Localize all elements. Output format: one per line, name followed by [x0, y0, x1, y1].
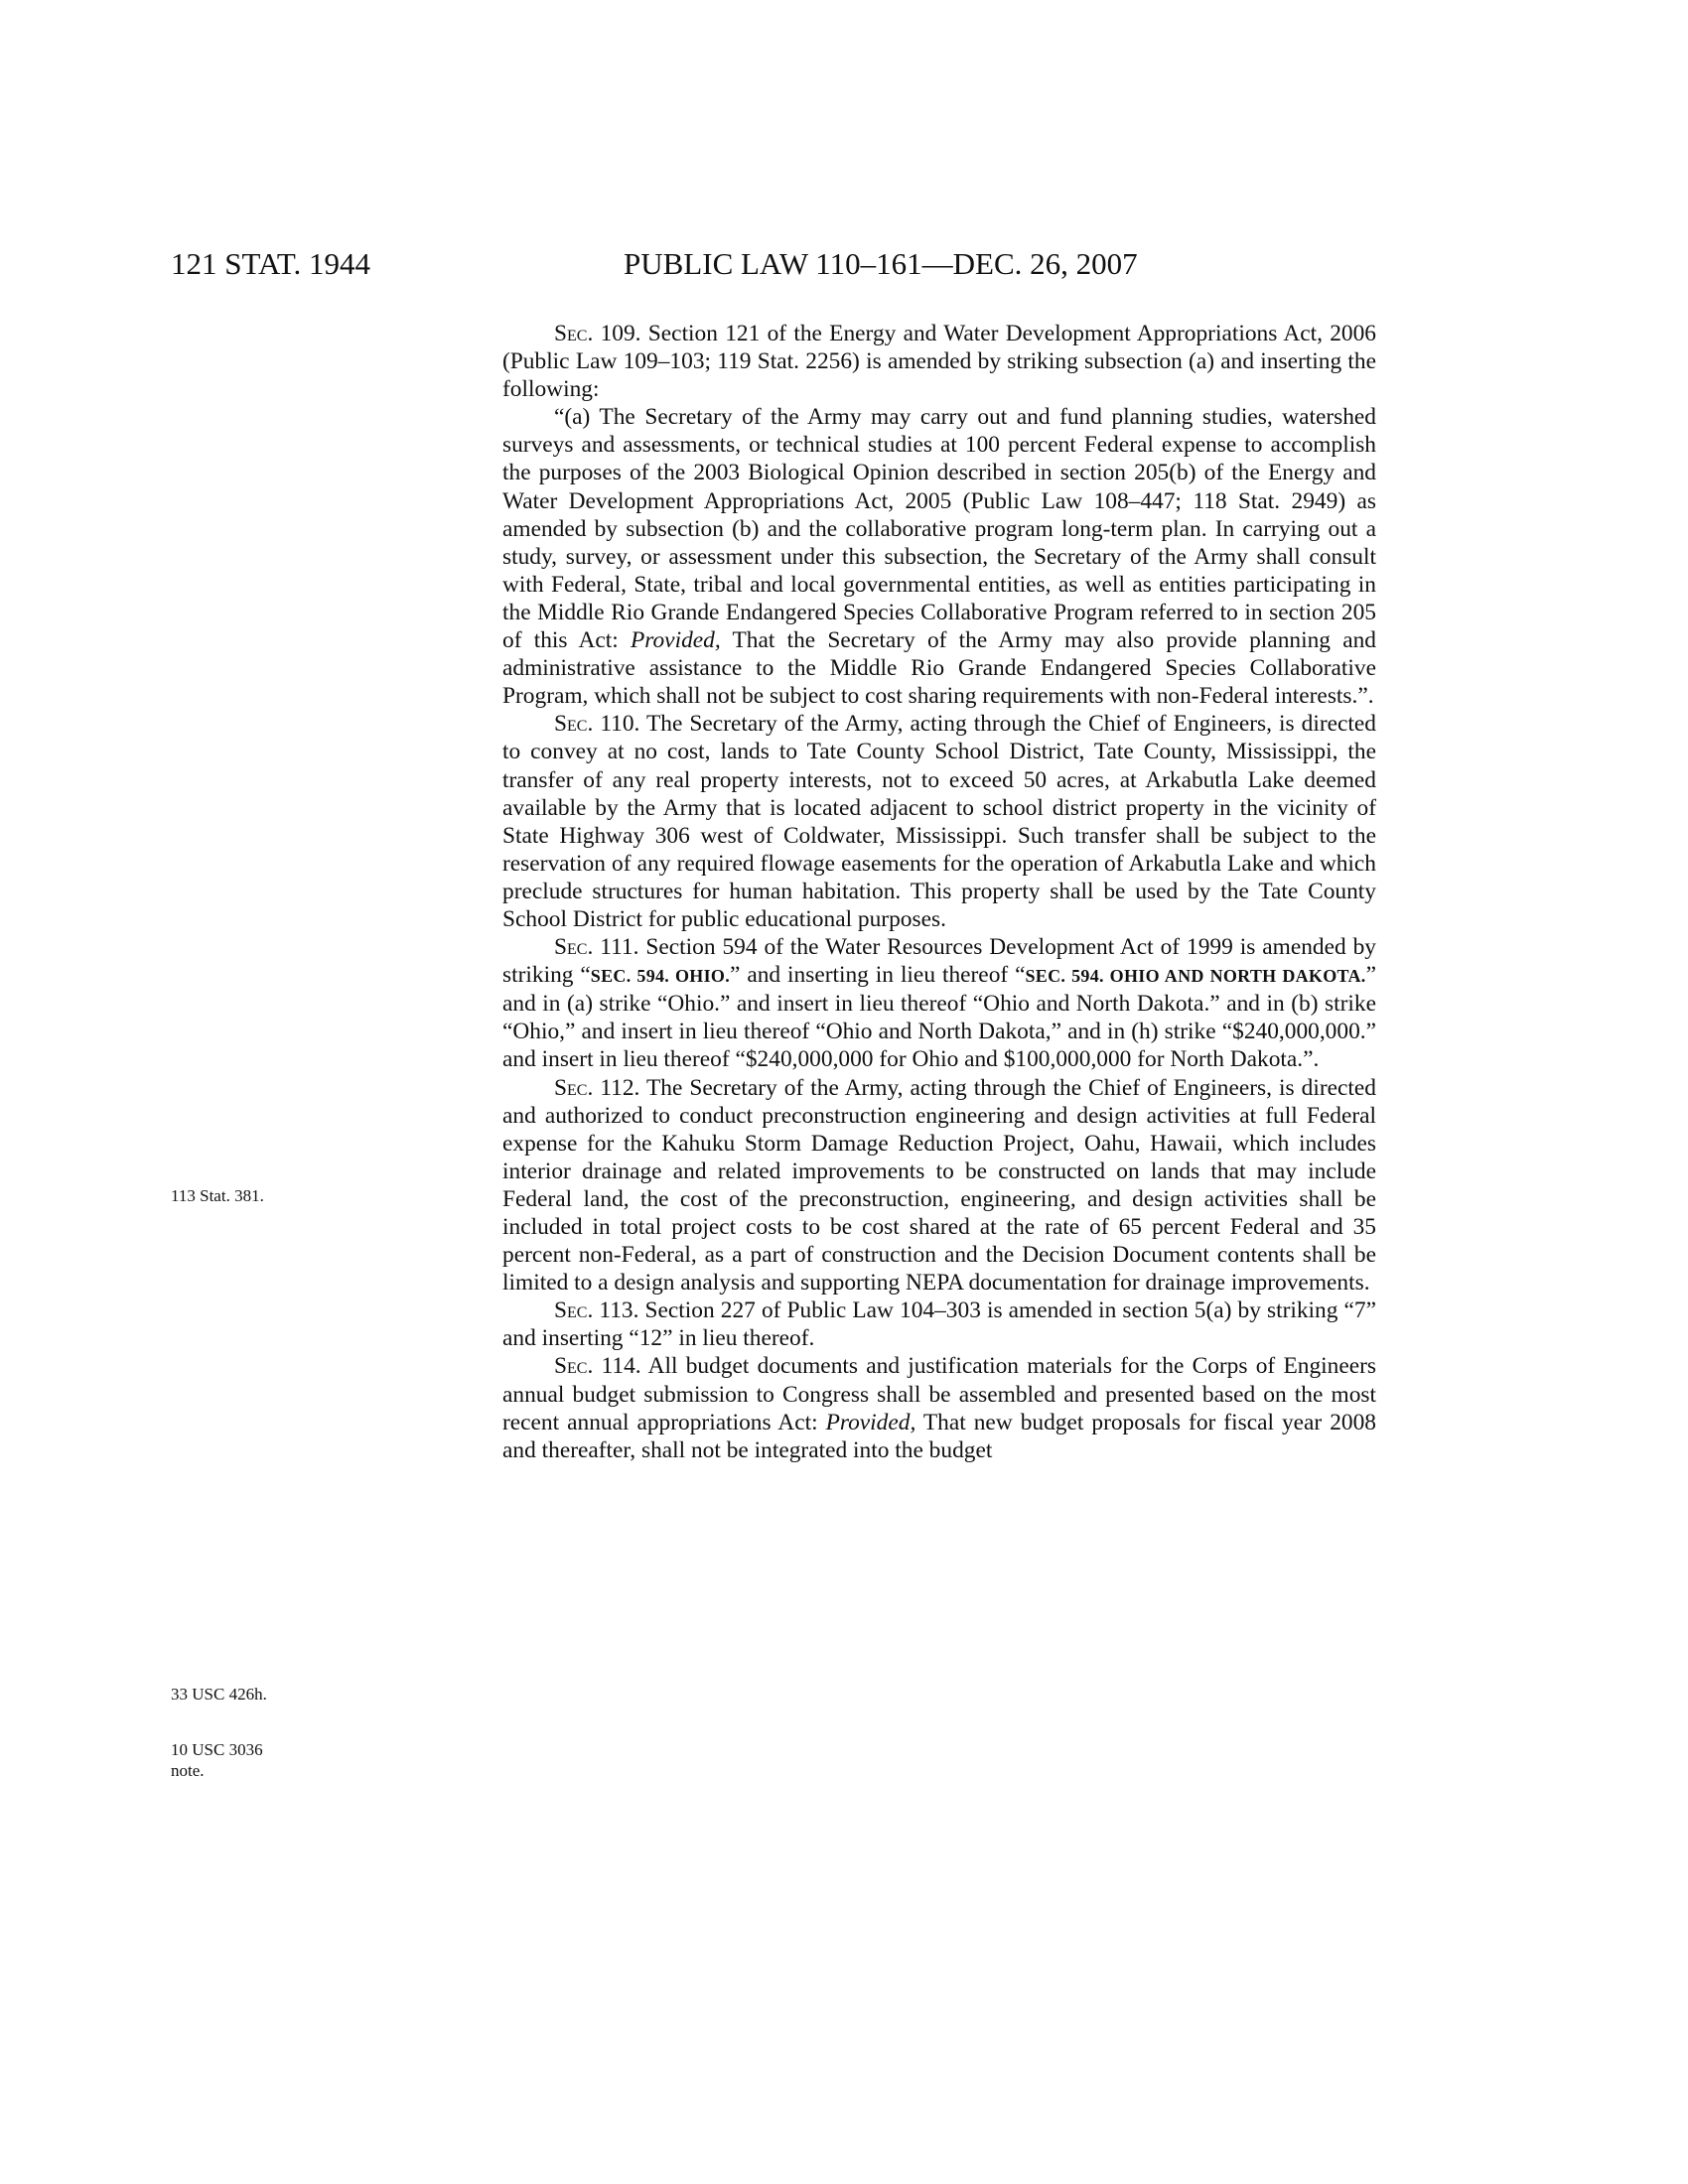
- margin-note-113-stat-381: 113 Stat. 381.: [171, 1186, 264, 1205]
- sec-label: Sec.: [554, 1353, 594, 1380]
- sec-label: Sec.: [554, 711, 594, 738]
- sec-label: Sec.: [554, 321, 594, 346]
- subsection-a-proviso-text: That the Secretary of the Army may also provide planning and administrative assistance to the Middle Rio Grande Endangered Species Collaborative Program, which shall not be subject to cost sharing requirements with non-Federal interests.”.: [502, 627, 1376, 710]
- section-111-heading-ohio-nd: SEC. 594. OHIO AND NORTH DAKOTA.: [1025, 966, 1366, 987]
- sec-label: Sec.: [554, 1074, 594, 1101]
- section-111-heading-ohio: SEC. 594. OHIO.: [590, 966, 730, 987]
- section-109-intro: [502, 320, 1376, 403]
- section-111-text-part1: 111. Section 594 of the Water Resources Development Act of 1999 is amended by striking “: [502, 934, 1376, 989]
- page-header: [171, 244, 1362, 284]
- section-111-text-part3: ” and in (a) strike “Ohio.” and insert in lieu thereof “Ohio and North Dakota.” and in (b) strike “Ohio,” and insert in lieu thereof “Ohio and North Dakota,” and in (h) strike “$240,000,000.” and insert in lieu thereof “$240,000,000 for Ohio and $100,000,000 for North Dakota.”.: [502, 962, 1376, 1073]
- section-113-text: 113. Section 227 of Public Law 104–303 is amended in section 5(a) by striking “7” and inserting “12” in lieu thereof.: [502, 1297, 1376, 1352]
- stat-page-number: 121 STAT. 1944: [171, 246, 371, 281]
- statute-body: [502, 320, 1376, 1464]
- provided-proviso: Provided,: [825, 1409, 916, 1435]
- margin-note-10-usc-3036-note: 10 USC 3036 note.: [171, 1740, 263, 1780]
- margin-note-33-usc-426h: 33 USC 426h.: [171, 1685, 267, 1704]
- sec-label: Sec.: [554, 1297, 594, 1324]
- section-112: [502, 1074, 1376, 1297]
- section-113: [502, 1297, 1376, 1352]
- section-114: [502, 1352, 1376, 1463]
- section-110: [502, 710, 1376, 933]
- section-114-text-part1: 114. All budget documents and justification materials for the Corps of Engineers annual budget submission to Congress shall be assembled and presented based on the most recent annual appropriations Act:: [502, 1353, 1376, 1435]
- section-109-intro-text: 109. Section 121 of the Energy and Water Development Appropriations Act, 2006 (Public Law 109–103; 119 Stat. 2256) is amended by striking subsection (a) and inserting the following:: [502, 321, 1376, 403]
- section-110-text: 110. The Secretary of the Army, acting through the Chief of Engineers, is directed to convey at no cost, lands to Tate County School District, Tate County, Mississippi, the transfer of any real property interests, not to exceed 50 acres, at Arkabutla Lake deemed available by the Army that is located adjacent to school district property in the vicinity of State Highway 306 west of Coldwater, Mississippi. Such transfer shall be subject to the reservation of any required flowage easements for the operation of Arkabutla Lake and which preclude structures for human habitation. This property shall be used by the Tate County School District for public educational purposes.: [502, 711, 1376, 932]
- section-112-text: 112. The Secretary of the Army, acting through the Chief of Engineers, is directed and authorized to conduct preconstruction engineering and design activities at full Federal expense for the Kahuku Storm Damage Reduction Project, Oahu, Hawaii, which includes interior drainage and related improvements to be constructed on lands that may include Federal land, the cost of the preconstruction, engineering, and design activities shall be included in total project costs to be cost shared at the rate of 65 percent Federal and 35 percent non-Federal, as a part of construction and the Decision Document contents shall be limited to a design analysis and supporting NEPA documentation for drainage improvements.: [502, 1074, 1376, 1297]
- provided-proviso: Provided,: [630, 627, 721, 654]
- sec-label: Sec.: [554, 934, 594, 961]
- public-law-running-head: PUBLIC LAW 110–161—DEC. 26, 2007: [624, 246, 1138, 281]
- subsection-a-text: “(a) The Secretary of the Army may carry out and fund planning studies, watershed surveys and assessments, or technical studies at 100 percent Federal expense to accomplish the purposes of the 2003 Biological Opinion described in section 205(b) of the Energy and Water Development Appropriations Act, 2005 (Public Law 108–447; 118 Stat. 2949) as amended by subsection (b) and the collaborative program long-term plan. In carrying out a study, survey, or assessment under this subsection, the Secretary of the Army shall consult with Federal, State, tribal and local governmental entities, as well as entities participating in the Middle Rio Grande Endangered Species Collaborative Program referred to in section 205 of this Act:: [502, 404, 1376, 654]
- section-111: [502, 933, 1376, 1073]
- section-109-subsection-a: [502, 403, 1376, 710]
- section-114-text-part2: That new budget proposals for fiscal year 2008 and thereafter, shall not be integrated into the budget: [502, 1409, 1376, 1463]
- section-111-text-part2: ” and inserting in lieu thereof “: [730, 962, 1026, 989]
